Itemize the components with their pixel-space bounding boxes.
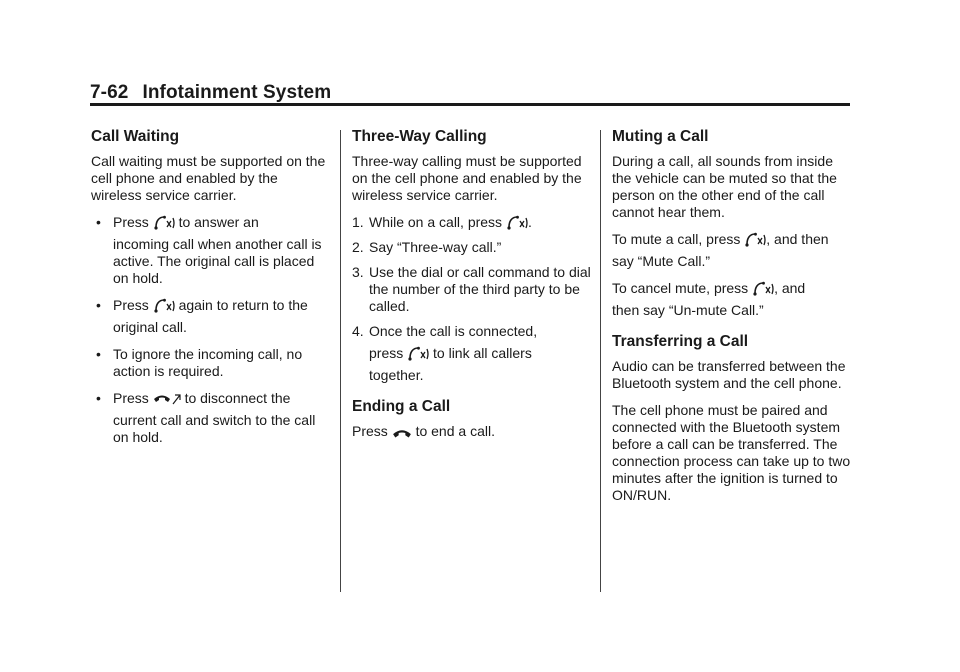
text: , and then	[766, 231, 829, 247]
phone-talk-icon	[744, 232, 766, 247]
muting-intro: During a call, all sounds from inside the vehicle can be muted so that the person on the other end of the call cannot hear them.	[612, 153, 837, 220]
list-item	[352, 264, 592, 315]
list-item	[91, 297, 327, 336]
list-item	[91, 214, 327, 287]
heading-three-way-calling: Three-Way Calling	[352, 128, 487, 145]
text: to link all callers	[433, 345, 532, 361]
phone-end-icon	[153, 392, 181, 406]
phone-end-icon	[392, 426, 412, 439]
text: press	[369, 345, 404, 361]
text: Use the dial or call command to dial the number of the third party to be called.	[369, 264, 591, 314]
bullet: •	[96, 214, 101, 230]
heading-muting-a-call: Muting a Call	[612, 128, 709, 145]
list-item	[352, 323, 592, 384]
text: to disconnect the	[184, 390, 291, 406]
column-muting-a-call	[612, 128, 856, 514]
text: current call and switch to the call on hold.	[113, 412, 316, 445]
step-number: 2.	[352, 239, 364, 255]
text: To mute a call, press	[612, 231, 741, 247]
text: then say “Un-mute Call.”	[612, 302, 764, 318]
bullet: •	[96, 297, 101, 313]
ending-a-call-text	[352, 423, 592, 440]
phone-talk-icon	[752, 281, 774, 296]
text: say “Mute Call.”	[612, 253, 711, 269]
page-header-title	[90, 82, 850, 104]
heading-call-waiting: Call Waiting	[91, 128, 180, 145]
list-item	[91, 390, 327, 446]
phone-talk-icon	[153, 215, 175, 230]
column-call-waiting	[91, 128, 327, 456]
transfer-text-1: Audio can be transferred between the Bluetooth system and the cell phone.	[612, 358, 846, 391]
text: , and	[774, 280, 806, 296]
column-three-way-calling	[352, 128, 592, 450]
heading-transferring-a-call: Transferring a Call	[612, 333, 749, 350]
column-divider-2	[600, 130, 601, 592]
step-number: 1.	[352, 214, 364, 230]
text: To cancel mute, press	[612, 280, 749, 296]
text: original call.	[113, 319, 187, 335]
section-title: Infotainment System	[142, 82, 332, 103]
text: Once the call is connected,	[369, 323, 538, 339]
list-item	[352, 214, 592, 231]
text: Press	[113, 214, 149, 230]
text: To ignore the incoming call, no action is required.	[113, 346, 303, 379]
text: Press	[113, 390, 149, 406]
transfer-text-2: The cell phone must be paired and connected with the Bluetooth system before a call can be transferred. The connection process can take up to two minutes after the ignition is turned to ON/RUN.	[612, 402, 851, 503]
bullet: •	[96, 346, 101, 362]
text: While on a call, press	[369, 214, 503, 230]
list-item	[352, 239, 592, 256]
column-divider-1	[340, 130, 341, 592]
phone-talk-icon	[153, 298, 175, 313]
bullet: •	[96, 390, 101, 406]
phone-talk-icon	[506, 215, 528, 230]
text: incoming call when another call is active. The original call is placed on hold.	[113, 236, 322, 286]
text: to answer an	[178, 214, 259, 230]
phone-talk-icon	[407, 346, 429, 361]
heading-ending-a-call: Ending a Call	[352, 398, 451, 415]
call-waiting-intro: Call waiting must be supported on the cell phone and enabled by the wireless service carrier.	[91, 153, 326, 203]
text: to end a call.	[415, 423, 495, 439]
step-number: 4.	[352, 323, 364, 339]
list-item	[91, 346, 327, 380]
page-header	[90, 82, 850, 104]
text: Say “Three-way call.”	[369, 239, 502, 255]
mute-instruction	[612, 231, 856, 270]
header-rule	[90, 103, 850, 106]
page-number: 7-62	[90, 82, 129, 103]
step-number: 3.	[352, 264, 364, 280]
cancel-mute-instruction	[612, 280, 856, 319]
three-way-intro: Three-way calling must be supported on the cell phone and enabled by the wireless service carrier.	[352, 153, 582, 203]
text: again to return to the	[178, 297, 308, 313]
text: .	[527, 214, 532, 230]
text: together.	[369, 367, 424, 383]
text: Press	[352, 423, 388, 439]
text: Press	[113, 297, 149, 313]
